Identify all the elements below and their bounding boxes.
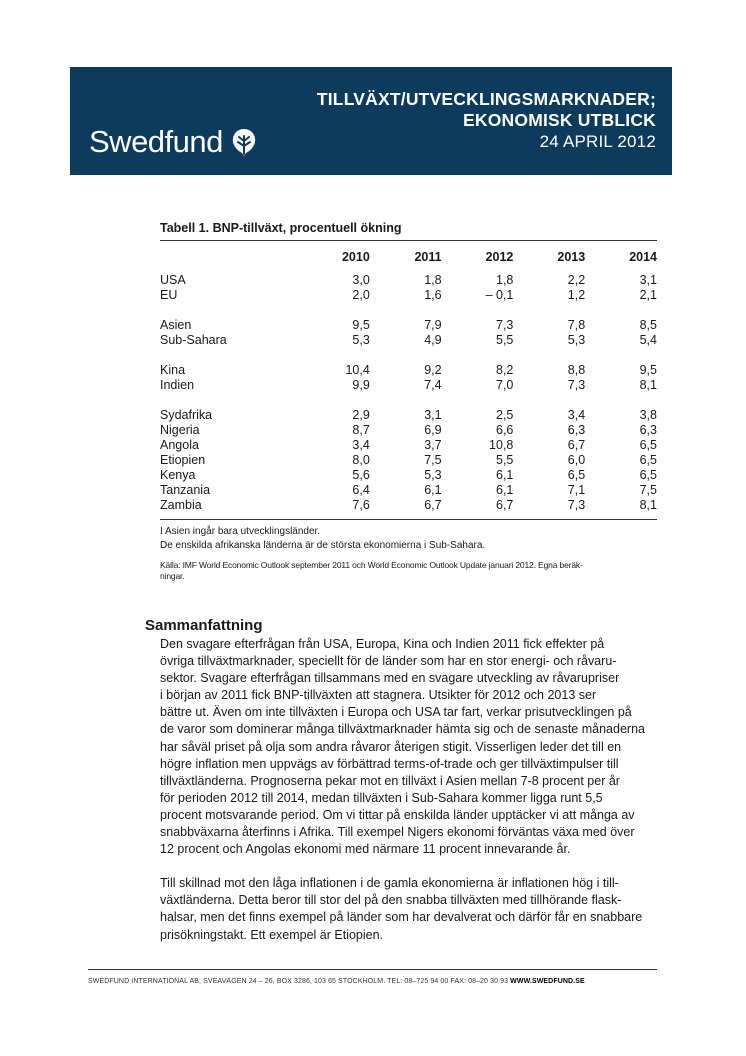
value-cell: 6,6 [496,423,514,437]
text-line: Till skillnad mot den låga inflationen i de gamla ekonomierna är inflationen hög i till- [160,876,619,891]
summary-heading: Sammanfattning [145,617,263,634]
country-cell: Zambia [160,498,202,512]
value-cell: 7,8 [567,318,586,332]
value-cell: 6,1 [424,483,442,497]
country-cell: Etiopien [160,453,206,467]
value-cell: 6,7 [424,498,442,512]
header-cell-year: 2011 [414,250,442,264]
document-date: 24 APRIL 2012 [539,132,656,151]
value-cell: 3,0 [352,273,370,287]
country-cell: Sub-Sahara [160,333,227,347]
value-cell: 7,3 [567,378,586,392]
table-spacer-row [160,393,657,408]
text-line: bättre ut. Även om inte tillväxten i Europa och USA tar fart, verkar prisutvecklingen på [160,705,632,720]
country-cell: USA [160,273,186,287]
value-cell: 9,5 [639,363,657,377]
value-cell: 2,1 [639,288,657,302]
header-cell-year: 2014 [629,250,657,264]
value-cell: 7,3 [567,498,586,512]
source-line: ningar. [160,570,185,581]
title-line-2: EKONOMISK UTBLICK [463,110,656,130]
value-cell: 1,2 [567,288,586,302]
footer-website: WWW.SWEDFUND.SE [510,978,585,985]
table-row [160,468,657,483]
value-cell: 7,9 [424,318,442,332]
footer-address: SWEDFUND INTERNATIONAL AB, SVEAVÄGEN 24 – 26, BOX 3286, 103 65 STOCKHOLM. TEL: 08–725 94 00 FAX: 08–20 30 93 [88,978,511,985]
value-cell: 2,5 [496,408,514,422]
table-body [160,273,657,513]
value-cell: 3,1 [424,408,442,422]
value-cell: 6,5 [639,438,657,452]
table-row [160,423,657,438]
table-spacer-row [160,303,657,318]
table-row [160,498,657,513]
text-line: Den svagare efterfrågan från USA, Europa, Kina och Indien 2011 fick effekter på [160,637,605,651]
value-cell: 5,3 [352,333,370,347]
value-cell: 5,4 [639,333,657,347]
header-cell-year: 2010 [341,250,370,264]
table-spacer-row [160,348,657,363]
value-cell: 8,5 [639,318,657,332]
footer-rule [88,969,657,970]
value-cell: 8,1 [639,378,657,392]
text-line: sektor. Svagare efterfrågan tillsammans med en svagare utveckling av råvarupriser [160,671,620,686]
summary-paragraph-2 [160,875,660,943]
text-line: växtländerna. Detta beror till stor del på den snabba tillväxten med tillhörande flask- [160,893,622,908]
value-cell: 7,1 [567,483,586,497]
title-line-1: TILLVÄXT/UTVECKLINGSMARKNADER; [316,89,656,109]
text-line: prisökningstakt. Ett exempel är Etiopien. [160,927,384,942]
header-cell-year: 2012 [485,250,514,264]
value-cell: 8,7 [352,423,370,437]
value-cell: 6,3 [567,423,586,437]
value-cell: 7,5 [639,483,657,497]
gdp-growth-table-block [160,220,657,581]
value-cell: 6,3 [639,423,657,437]
table-note: I Asien ingår bara utvecklingsländer. [160,526,321,537]
gdp-growth-table [160,241,657,513]
text-line: halsar, men det finns exempel på länder som har devalverat och därför får en snabbare [160,910,643,925]
table-source [160,560,657,581]
value-cell: 8,0 [352,453,370,467]
country-cell: Indien [160,378,195,392]
value-cell: 5,3 [424,468,442,482]
value-cell: 3,1 [639,273,657,287]
table-row [160,318,657,333]
value-cell: 6,9 [424,423,442,437]
table-row [160,483,657,498]
text-line: har såväl priset på olja som andra råvaror återigen stigit. Visserligen leder det till en [160,739,622,754]
text-line: snabbväxarna återfinns i Afrika. Till exempel Nigers ekonomi förväntas växa med över [160,825,635,840]
value-cell: 6,5 [567,468,586,482]
value-cell: – 0,1 [485,288,514,302]
value-cell: 5,5 [496,453,514,467]
value-cell: 8,1 [639,498,657,512]
value-cell: 6,5 [639,453,657,467]
text-line: högre inflation men uppvägs av förbättrad terms-of-trade och ger tillväxtimpulser till [160,756,619,771]
spacer-cell [160,303,298,318]
value-cell: 9,9 [352,378,370,392]
table-row [160,333,657,348]
country-cell: Kina [160,363,186,377]
logo-text: Swedfund [89,124,223,159]
country-cell: EU [160,288,178,302]
value-cell: 8,8 [567,363,586,377]
value-cell: 3,4 [567,408,586,422]
value-cell: 5,5 [496,333,514,347]
value-cell: 5,3 [567,333,586,347]
table-row [160,438,657,453]
value-cell: 7,6 [352,498,370,512]
value-cell: 10,8 [489,438,514,452]
value-cell: 6,7 [567,438,586,452]
value-cell: 1,8 [424,273,442,287]
value-cell: 5,6 [352,468,370,482]
text-line: i början av 2011 fick BNP-tillväxten att stagnera. Utsikter för 2012 och 2013 ser [160,688,597,703]
value-cell: 2,0 [352,288,370,302]
footer [88,978,657,985]
value-cell: 7,3 [496,318,514,332]
value-cell: 7,0 [496,378,514,392]
header-cell-year: 2013 [557,250,586,264]
table-row [160,363,657,378]
value-cell: 2,2 [567,273,586,287]
summary-body [160,636,660,944]
spacer-cell [160,393,298,408]
table-note: De enskilda afrikanska länderna är de största ekonomierna i Sub-Sahara. [160,539,486,551]
value-cell: 3,7 [424,438,442,452]
source-line: Källa: IMF World Economic Outlook september 2011 och World Economic Outlook Update januari 2012. Egna beräk- [160,560,583,570]
table-notes [160,525,657,552]
text-line: övriga tillväxtmarknader, speciellt för de länder som har en stor energi- och råvaru- [160,654,617,669]
country-cell: Asien [160,318,192,332]
table-header-row [160,241,657,273]
text-line: de varor som dominerar många tillväxtmarknader hämta sig och de senaste månaderna [160,722,645,737]
value-cell: 6,7 [496,498,514,512]
spacer-cell [160,348,298,363]
value-cell: 1,8 [496,273,514,287]
header-cell-country [160,241,298,273]
value-cell: 1,6 [424,288,442,302]
table-row [160,273,657,288]
table-bottom-rule [160,519,657,520]
leaf-icon [229,127,259,157]
table-row [160,378,657,393]
value-cell: 3,8 [639,408,657,422]
value-cell: 9,5 [352,318,370,332]
table-row [160,408,657,423]
value-cell: 6,1 [496,468,514,482]
value-cell: 3,4 [352,438,370,452]
table-row [160,453,657,468]
text-line: tillväxtländerna. Prognoserna pekar mot en tillväxt i Asien mellan 7-8 procent per år [160,773,620,788]
table-row [160,288,657,303]
value-cell: 9,2 [424,363,442,377]
header-banner [70,67,672,175]
value-cell: 10,4 [345,363,370,377]
text-line: 12 procent och Angolas ekonomi med närmare 11 procent innevarande år. [160,842,571,857]
summary-paragraph-1 [160,636,660,858]
country-cell: Angola [160,438,199,452]
country-cell: Sydafrika [160,408,213,422]
country-cell: Kenya [160,468,196,482]
text-line: för perioden 2012 till 2014, medan tillväxten i Sub-Sahara kommer ligga runt 5,5 [160,790,603,805]
value-cell: 8,2 [496,363,514,377]
value-cell: 7,5 [424,453,442,467]
value-cell: 6,5 [639,468,657,482]
value-cell: 2,9 [352,408,370,422]
value-cell: 6,1 [496,483,514,497]
value-cell: 6,0 [567,453,586,467]
value-cell: 4,9 [424,333,442,347]
country-cell: Nigeria [160,423,200,437]
document-title [317,89,656,153]
swedfund-logo [89,124,259,160]
table-caption: Tabell 1. BNP-tillväxt, procentuell ökning [160,220,657,241]
country-cell: Tanzania [160,483,211,497]
value-cell: 6,4 [352,483,370,497]
text-line: procent motsvarande period. Om vi tittar på enskilda länder upptäcker vi att många av [160,807,635,822]
value-cell: 7,4 [424,378,442,392]
